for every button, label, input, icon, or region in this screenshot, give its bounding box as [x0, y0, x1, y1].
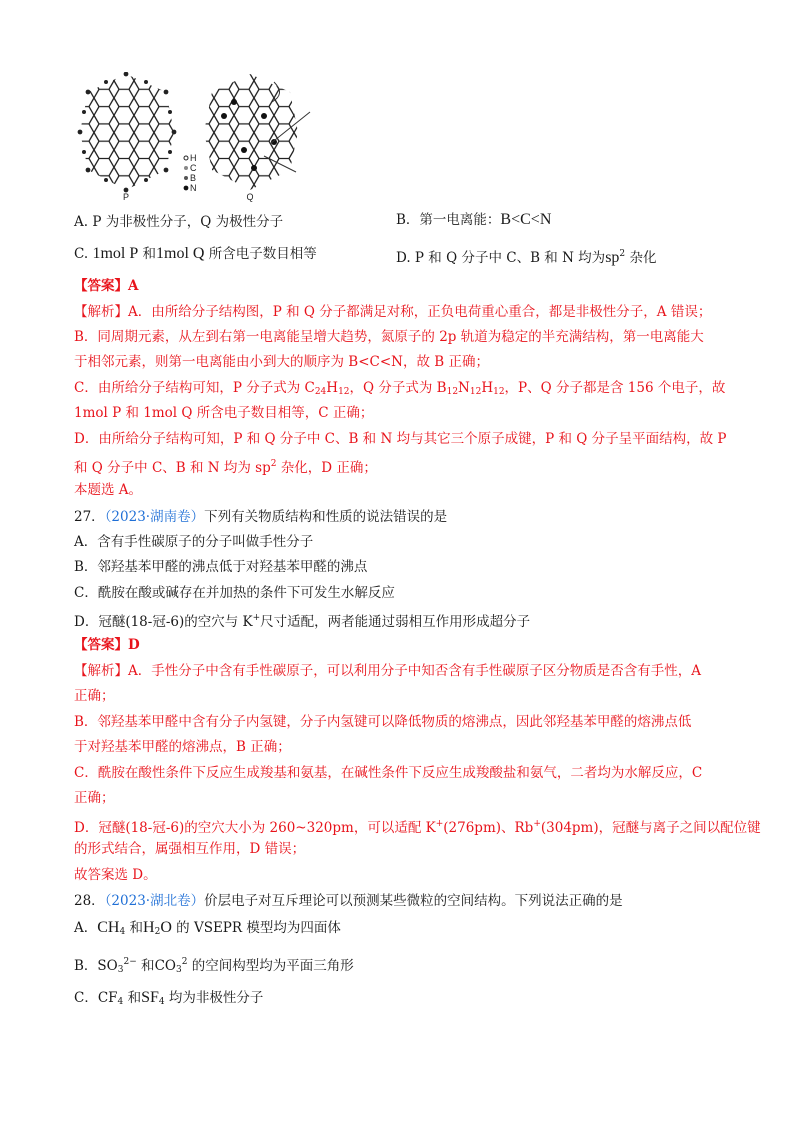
q26-option-c-mol-p: 1mol P [92, 245, 139, 262]
q27-option-d [74, 608, 530, 632]
q27-analysis-line-5: C．酰胺在酸性条件下反应生成羧基和氨基，在碱性条件下反应生成羧酸盐和氨气，二者均为水解反应，C [74, 765, 703, 781]
q26-option-c-suffix: 所含电子数目相等 [204, 246, 317, 262]
formula-sub: 4 [117, 997, 124, 1007]
formula-o: O [160, 919, 172, 936]
molecule-diagram [74, 72, 322, 202]
q28-option-c [74, 988, 263, 1012]
formula-sub: 2 [154, 927, 161, 937]
formula-so: SO [97, 958, 118, 974]
q28-option-b-prefix: B． [74, 958, 98, 974]
q26-analysis-c-prefix: C．由所给分子结构可知，P 分子式为 C [74, 380, 315, 396]
q28-option-a [74, 918, 341, 942]
q27-option-d-suffix: 尺寸适配，两者能通过弱相互作用形成超分子 [260, 614, 531, 630]
formula-mid: ，Q 分子式为 B [349, 380, 447, 396]
q27-option-d-prefix: D．冠醚(18-冠-6)的空穴与 K [74, 614, 253, 630]
q28-option-b [74, 952, 354, 980]
formula-sup: 2 [181, 957, 188, 967]
q27-analysis-d-prefix: D．冠醚(18-冠-6)的空穴大小为 260~320pm，可以适配 K [74, 820, 436, 836]
q26-analysis-d-tail: 杂化，D 正确； [276, 460, 377, 476]
q28-number: 28． [74, 893, 105, 909]
q27-source: （2023·湖南卷） [104, 509, 205, 525]
formula-h: H [481, 380, 494, 396]
molecule-q [202, 72, 310, 202]
q28-option-a-and: 和 [125, 920, 144, 936]
q26-option-d-prefix: D. P 和 Q 分子中 C、B 和 N 均为 [396, 250, 606, 266]
label-p: P [122, 192, 130, 202]
q27-analysis-d-mid: (276pm)、Rb [443, 820, 534, 836]
formula-sup: + [252, 613, 261, 623]
q26-option-c-mol-q: 1mol Q [156, 245, 205, 262]
q28-source: （2023·湖北卷） [104, 893, 205, 909]
formula-sub: 4 [158, 997, 165, 1007]
q26-analysis-line-2: B．同周期元素，从左到右第一电离能呈增大趋势，氮原子的 2p 轨道为稳定的半充满结构，第一电离能大 [74, 329, 704, 345]
q26-option-a: A. P 为非极性分子，Q 为极性分子 [74, 214, 284, 230]
q27-analysis-line-8: 的形式结合，属强相互作用，D 错误； [74, 841, 306, 857]
formula-sub: 24 [314, 387, 327, 397]
formula-h: H [326, 380, 339, 396]
formula-cf: CF [97, 990, 118, 1006]
q26-analysis-line-5: 1mol P 和 1mol Q 所含电子数目相等，C 正确； [74, 405, 374, 421]
q26-option-c-prefix: C. [74, 246, 93, 262]
q27-analysis-line-2: 正确； [74, 688, 115, 704]
q26-conclusion: 本题选 A。 [74, 482, 143, 498]
q28-option-a-suffix: 的 VSEPR 模型均为四面体 [171, 920, 341, 936]
q26-option-c [74, 244, 317, 264]
formula-sup: 2− [123, 957, 137, 967]
formula-sup: 2 [270, 459, 277, 469]
formula-sub: 12 [493, 387, 505, 397]
formula-sup: + [533, 819, 541, 829]
q27-option-b: B．邻羟基苯甲醛的沸点低于对羟基苯甲醛的沸点 [74, 559, 368, 575]
q27-number: 27． [74, 509, 105, 525]
q26-analysis-line-4 [74, 378, 725, 402]
q26-analysis-line-7 [74, 454, 377, 478]
q27-analysis-d-tail: (304pm)，冠醚与离子之间以配位键 [540, 820, 761, 836]
q28-option-c-prefix: C． [74, 990, 98, 1006]
q26-analysis-line-6: D．由所给分子结构可知，P 和 Q 分子中 C、B 和 N 均与其它三个原子成键，P 和 Q 分子呈平面结构，故 P [74, 431, 727, 447]
legend-c: C [190, 163, 197, 173]
q26-option-d-sp: sp [605, 249, 620, 266]
q27-analysis-line-4: 于对羟基苯甲醛的熔沸点，B 正确； [74, 739, 291, 755]
q27-analysis-line-6: 正确； [74, 790, 115, 806]
q26-answer: 【答案】A [74, 278, 139, 294]
q28-stem-text: 价层电子对互斥理论可以预测某些微粒的空间结构。下列说法正确的是 [204, 893, 623, 909]
formula-co: CO [154, 958, 176, 974]
formula-sub: 12 [469, 387, 482, 397]
q27-conclusion: 故答案选 D。 [74, 867, 157, 883]
q27-option-a: A．含有手性碳原子的分子叫做手性分子 [74, 534, 314, 550]
molecule-p [78, 72, 178, 202]
q28-stem [74, 891, 623, 911]
formula-ch: CH [97, 919, 120, 936]
q27-analysis-line-3: B．邻羟基苯甲醛中含有分子内氢键，分子内氢键可以降低物质的熔沸点，因此邻羟基苯甲醛的熔沸点低 [74, 714, 692, 730]
q26-analysis-line-3: 于相邻元素，则第一电离能由小到大的顺序为 B<C<N，故 B 正确； [74, 354, 489, 370]
legend [184, 153, 197, 193]
formula-sub: 4 [119, 927, 126, 937]
formula-sub: 12 [446, 387, 459, 397]
q26-analysis-line-1: 【解析】A．由所给分子结构图，P 和 Q 分子都满足对称，正负电荷重心重合，都是非极性分子，A 错误； [74, 304, 712, 320]
q27-answer: 【答案】D [74, 637, 140, 653]
q26-option-d-suffix: 杂化 [625, 250, 657, 266]
q27-stem-text: 下列有关物质结构和性质的说法错误的是 [204, 509, 448, 525]
q26-option-d [396, 244, 656, 268]
q26-analysis-d-prefix: 和 Q 分子中 C、B 和 N 均为 sp [74, 460, 271, 476]
q27-stem [74, 507, 447, 527]
legend-n: N [190, 183, 197, 193]
legend-b: B [190, 173, 197, 183]
q26-option-b-prefix: B．第一电离能： [396, 212, 501, 228]
formula-sub: 3 [175, 965, 182, 975]
q26-option-d-sup: 2 [619, 249, 626, 259]
legend-h: H [190, 153, 197, 163]
formula-n: N [458, 380, 470, 396]
q28-option-a-prefix: A． [74, 920, 98, 936]
q27-analysis-line-7 [74, 814, 761, 838]
q26-option-b [396, 210, 551, 230]
q28-option-b-suffix: 的空间构型均为平面三角形 [187, 958, 354, 974]
formula-tail: ，P、Q 分子都是含 156 个电子，故 [504, 380, 726, 396]
q26-option-c-mid: 和 [138, 246, 157, 262]
formula-sf: SF [141, 989, 159, 1006]
q27-option-c: C．酰胺在酸或碱存在并加热的条件下可发生水解反应 [74, 585, 395, 601]
formula-sub: 3 [117, 965, 124, 975]
q26-option-b-formula: B<C<N [500, 211, 552, 228]
formula-h: H [143, 919, 155, 936]
q28-option-b-and: 和 [136, 958, 155, 974]
molecule-figure [74, 72, 322, 202]
label-q: Q [246, 192, 254, 202]
q28-option-c-suffix: 均为非极性分子 [164, 990, 264, 1006]
formula-sup: + [435, 819, 444, 829]
q27-analysis-line-1: 【解析】A．手性分子中含有手性碳原子，可以利用分子中知否含有手性碳原子区分物质是否含有手性，A [74, 663, 701, 679]
formula-sub: 12 [338, 387, 350, 397]
q28-option-c-and: 和 [123, 990, 142, 1006]
